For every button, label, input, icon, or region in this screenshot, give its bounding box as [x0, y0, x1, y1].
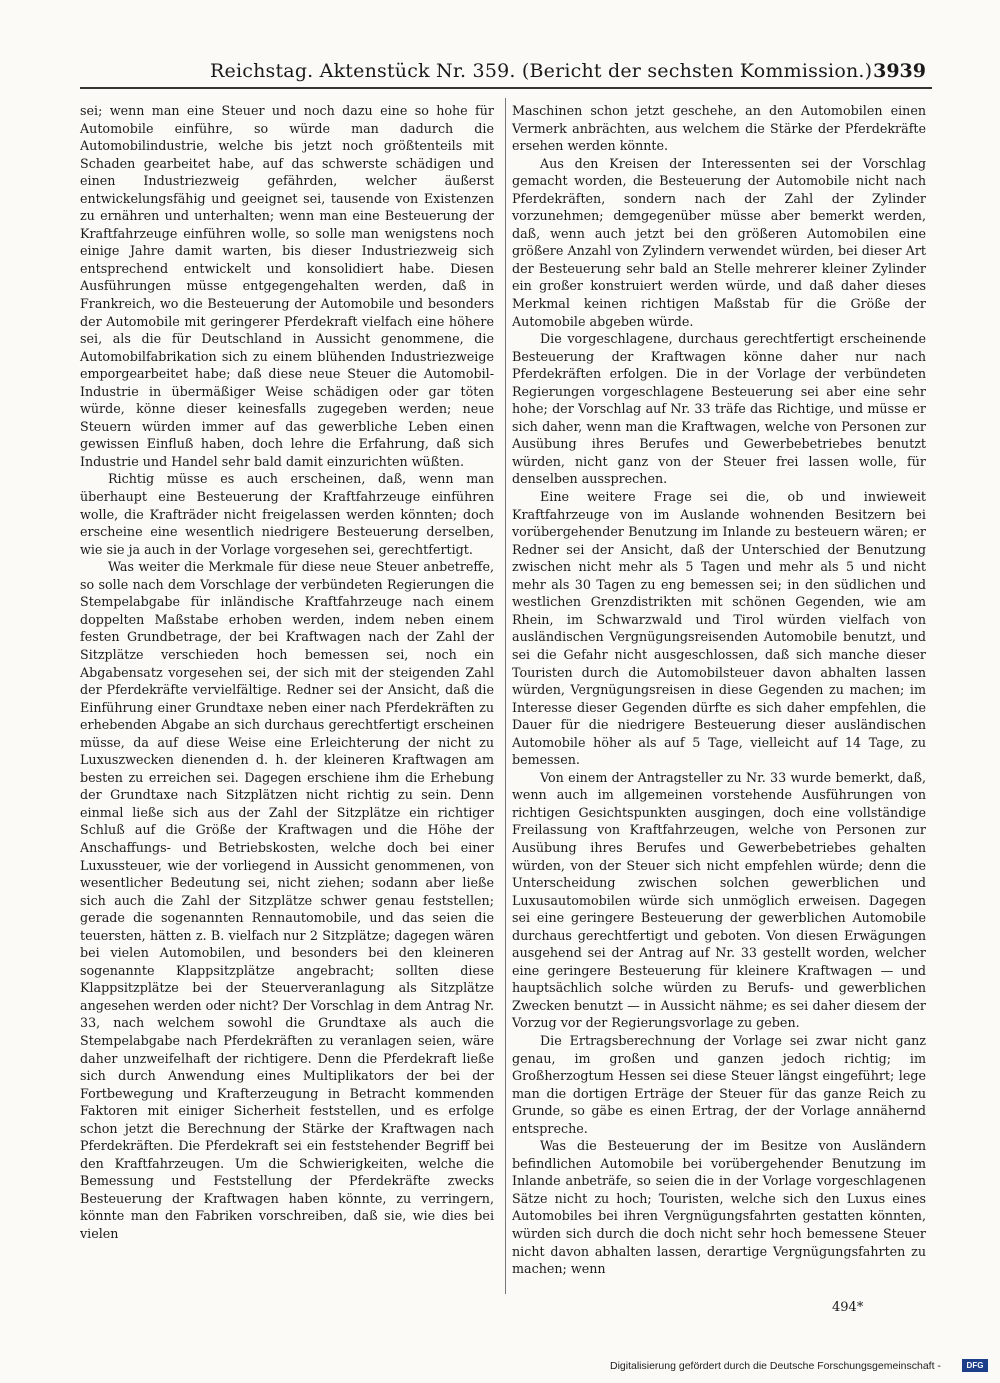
right-column	[512, 102, 926, 1278]
column-divider	[505, 98, 506, 1294]
paragraph: Was die Besteuerung der im Besitze von Ausländern befindlichen Automobile bei vorübergehender Benutzung im Inlande anbeträfe, so seien die in der Vorlage vorgeschlagenen Sätze nicht zu hoch; Touristen, welche sich den Luxus eines Automobiles bei ihren Vergnügungsfahrten gestatten könnten, würden sich durch die doch nicht sehr hoch bemessene Steuer nicht davon abhalten lassen, derartige Vergnügungsfahrten zu machen; wenn	[512, 1138, 926, 1277]
page-number: 3939	[873, 60, 926, 82]
paragraph: Eine weitere Frage sei die, ob und inwieweit Kraftfahrzeuge von im Auslande wohnenden Besitzern bei vorübergehender Benutzung im Inlande zu besteuern wären; er Redner sei der Ansicht, daß der Unterschied der Benutzung zwischen nicht mehr als 5 Tagen und mehr als 5 und nicht mehr als 30 Tagen zu eng bemessen sei; in den südlichen und westlichen Grenzdistrikten mit schönen Gegenden, wie am Rhein, im Schwarzwald und Tirol würden vielfach von ausländischen Vergnügungsreisenden Automobile benutzt, und sei die Gefahr nicht ausgeschlossen, daß sich manche dieser Touristen durch die Automobilsteuer davon abhalten lassen würden, Vergnügungsreisen in diese Gegenden zu machen; im Interesse dieser Gegenden dürfte es sich daher empfehlen, die Dauer für die niedrigere Besteuerung dieser ausländischen Automobile höher als auf 5 Tage, vielleicht auf 14 Tage, zu bemessen.	[512, 489, 926, 768]
left-column	[80, 102, 494, 1243]
paragraph: Richtig müsse es auch erscheinen, daß, wenn man überhaupt eine Besteuerung der Kraftfahrzeuge einführen wolle, die Krafträder nicht freigelassen werden könnten; doch erscheine eine wesentlich niedrigere Besteuerung derselben, wie sie ja auch in der Vorlage vorgesehen sei, gerechtfertigt.	[80, 471, 494, 557]
paragraph: Was weiter die Merkmale für diese neue Steuer anbetreffe, so solle nach dem Vorschlage der verbündeten Regierungen die Stempelabgabe für inländische Kraftfahrzeuge nach einem doppelten Maßstabe erhoben werden, indem neben einem festen Grundbetrage, der bei Kraftwagen nach der Zahl der Sitzplätze verschieden hoch bemessen sei, noch ein Abgabensatz vorgesehen sei, der sich mit der steigenden Zahl der Pferdekräfte vervielfältige. Redner sei der Ansicht, daß die Einführung einer Grundtaxe neben einer nach Pferdekräften zu erhebenden Abgabe an sich durchaus gerechtfertigt erscheinen müsse, da auf diese Weise eine Erleichterung der nicht zu Luxuszwecken dienenden d. h. der kleineren Kraftwagen am besten zu erreichen sei. Dagegen erschiene ihm die Erhebung der Grundtaxe nach Sitzplätzen nicht richtig zu sein. Denn einmal ließe sich aus der Zahl der Sitzplätze ein richtiger Schluß auf die Größe der Kraftwagen und die Höhe der Anschaffungs- und Betriebskosten, welche doch bei einer Luxussteuer, wie der vorliegend in Aussicht genommenen, von wesentlicher Bedeutung sei, nicht ziehen; sodann aber ließe sich auch die Zahl der Sitzplätze schwer genau feststellen; gerade die sogenannten Rennautomobile, und das seien die teuersten, hätten z. B. vielfach nur 2 Sitzplätze; dagegen wären bei vielen Automobilen, und besonders bei den kleineren sogenannte Klappsitzplätze angebracht; sollten diese Klappsitzplätze bei der Steuerveranlagung als Sitzplätze angesehen werden oder nicht? Der Vorschlag in dem Antrag Nr. 33, nach welchem sowohl die Grundtaxe als auch die Stempelabgabe nach Pferdekräften zu veranlagen seien, wäre daher unzweifelhaft der richtigere. Denn die Pferdekraft ließe sich durch Anwendung eines Multiplikators der bei der Fortbewegung und Krafterzeugung in Betracht kommenden Faktoren mit einiger Sicherheit feststellen, und es erfolge schon jetzt die Berechnung der Stärke der Kraftwagen nach Pferdekräften. Die Pferdekraft sei ein feststehender Begriff bei den Kraftfahrzeugen. Um die Schwierigkeiten, welche die Bemessung und Feststellung der Pferdekräfte zwecks Besteuerung der Kraftwagen haben könnte, zu verringern, könnte man den Fabriken vorschreiben, daß sie, wie dies bei vielen	[80, 559, 494, 1241]
header-title: Reichstag. Aktenstück Nr. 359. (Bericht der sechsten Kommission.)	[210, 60, 873, 82]
paragraph: Die Ertragsberechnung der Vorlage sei zwar nicht ganz genau, im großen und ganzen jedoch richtig; im Großherzogtum Hessen sei diese Steuer längst eingeführt; lege man die dortigen Erträge der Steuer für das ganze Reich zu Grunde, so gäbe es einen Ertrag, der der Vorlage annähernd entspreche.	[512, 1032, 926, 1136]
signature-mark: 494*	[832, 1300, 864, 1315]
paragraph: sei; wenn man eine Steuer und noch dazu eine so hohe für Automobile einführe, so würde man dadurch die Automobilindustrie, welche bis jetzt noch größtenteils mit Schaden gearbeitet habe, auf das schwerste schädigen und einen Industriezweig gefährden, welcher äußerst entwickelungsfähig und geeignet sei, tausende von Existenzen zu ernähren und unterhalten; wenn man eine Besteuerung der Kraftfahrzeuge einführen wolle, so solle man wenigstens noch einige Jahre damit warten, bis dieser Industriezweig sich entsprechend entwickelt und konsolidiert habe. Diesen Ausführungen müsse entgegengehalten werden, daß in Frankreich, wo die Besteuerung der Automobile und besonders der Automobile mit geringerer Pferdekraft vielfach eine höhere sei, als die für Deutschland in Aussicht genommene, die Automobilfabrikation sich zu einem blühenden Industriezweige emporgearbeitet habe; daß diese neue Steuer die Automobil-Industrie in übermäßiger Weise schädigen oder gar töten würde, könne dieser keinesfalls zugegeben werden; neue Steuern würden immer auf das gewerbliche Leben einen gewissen Einfluß haben, doch lehre die Erfahrung, daß sich Industrie und Handel sehr bald damit einzurichten wüßten.	[80, 103, 494, 469]
dfg-logo: DFG	[962, 1359, 988, 1372]
paragraph: Maschinen schon jetzt geschehe, an den Automobilen einen Vermerk anbrächten, aus welchem die Stärke der Pferdekräfte ersehen werden könnte.	[512, 103, 926, 154]
digitization-credit: Digitalisierung gefördert durch die Deutsche Forschungsgemeinschaft -	[610, 1360, 941, 1372]
paragraph: Die vorgeschlagene, durchaus gerechtfertigt erscheinende Besteuerung der Kraftwagen könne daher nur nach Pferdekräften erfolgen. Die in der Vorlage der verbündeten Regierungen vorgeschlagene Besteuerung sei aber eine sehr hohe; der Vorschlag auf Nr. 33 träfe das Richtige, und müsse er sich daher, wenn man die Kraftwagen, welche von Personen zur Ausübung ihres Berufes und Gewerbebetriebes benutzt würden, nicht ganz von der Steuer frei lassen wolle, für denselben aussprechen.	[512, 331, 926, 487]
running-header	[80, 58, 932, 88]
header-rule	[80, 87, 932, 89]
paragraph: Aus den Kreisen der Interessenten sei der Vorschlag gemacht worden, die Besteuerung der Automobile nicht nach Pferdekräften, sondern nach der Zahl der Zylinder vorzunehmen; demgegenüber müsse aber bemerkt werden, daß, wenn auch jetzt bei den größeren Automobilen eine größere Anzahl von Zylindern verwendet würden, bei dieser Art der Besteuerung sehr bald an Stelle mehrerer kleiner Zylinder ein großer konstruiert werden würde, und daß daher dieses Merkmal keinen richtigen Maßstab für die Größe der Automobile abgeben würde.	[512, 155, 926, 329]
paragraph: Von einem der Antragsteller zu Nr. 33 wurde bemerkt, daß, wenn auch im allgemeinen vorstehende Ausführungen von richtigen Gesichtspunkten ausgingen, doch eine vollständige Freilassung von Kraftfahrzeugen, welche von Personen zur Ausübung ihres Berufes und Gewerbebetriebes gehalten würden, von der Steuer sich nicht empfehlen würde; denn die Unterscheidung zwischen solchen gewerblichen und Luxusautomobilen würde sich unmöglich erweisen. Dagegen sei eine geringere Besteuerung der gewerblichen Automobile durchaus gerechtfertigt und geboten. Von diesen Erwägungen ausgehend sei der Antrag auf Nr. 33 gestellt worden, welcher eine geringere Besteuerung für kleinere Kraftwagen — und hauptsächlich solche würden zu Berufs- und gewerblichen Zwecken benutzt — in Aussicht nähme; es sei daher diesem der Vorzug vor der Regierungsvorlage zu geben.	[512, 769, 926, 1031]
